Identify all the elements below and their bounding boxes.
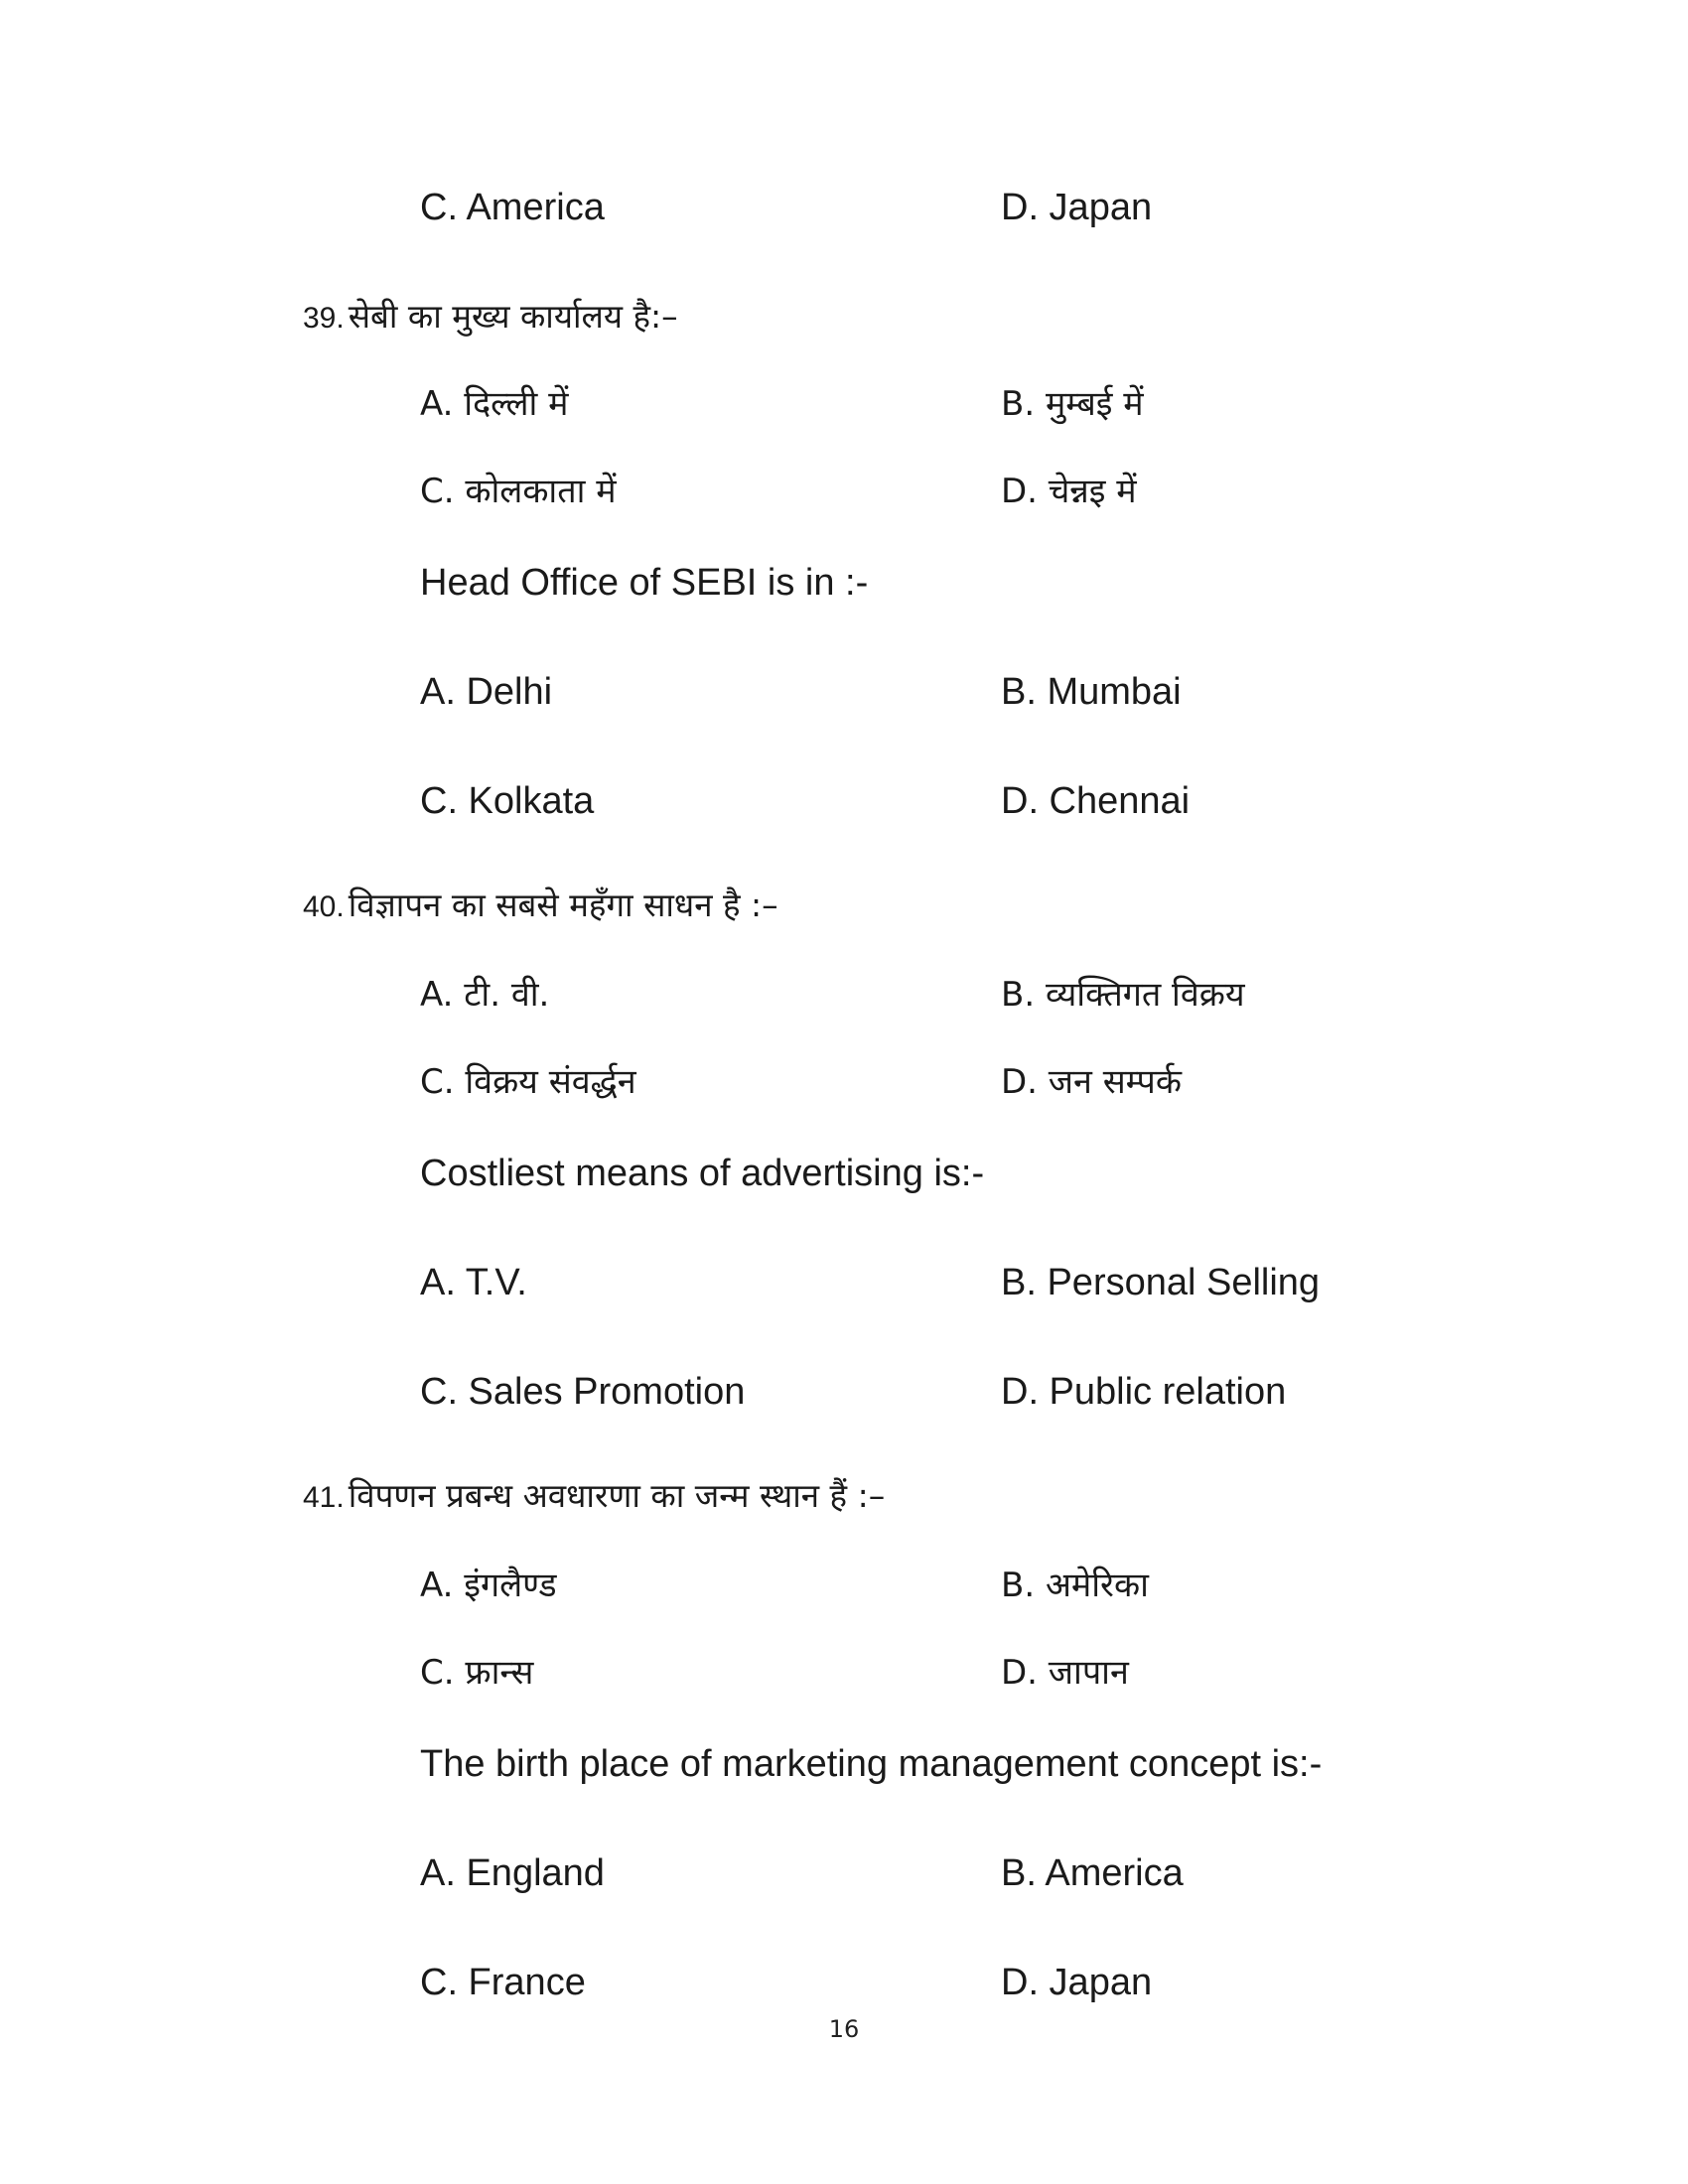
option-a: A. England [420,1852,605,1894]
option-c-hindi: C. फ्रान्स [420,1653,534,1693]
question-text-hindi: सेबी का मुख्य कार्यालय है:– [348,297,678,336]
option-d: D. Japan [1001,187,1153,228]
option-d: D. Chennai [1001,780,1191,822]
question-text-english: Costliest means of advertising is:- [420,1153,985,1194]
question-number: 39. [303,302,345,335]
question-39-hindi [303,297,678,336]
question-text-english: The birth place of marketing management concept is:- [420,1743,1323,1785]
option-b: B. Personal Selling [1001,1262,1321,1303]
option-b-hindi: B. मुम्बई में [1001,384,1144,424]
option-c: C. America [420,187,605,228]
question-text-english: Head Office of SEBI is in :- [420,562,869,604]
option-c: C. Kolkata [420,780,595,822]
option-b-hindi: B. व्यक्तिगत विक्रय [1001,975,1245,1015]
option-a: A. T.V. [420,1262,527,1303]
option-b-hindi: B. अमेरिका [1001,1566,1149,1605]
question-41-hindi [303,1476,886,1515]
question-text-hindi: विपणन प्रबन्ध अवधारणा का जन्म स्थान हैं :– [348,1476,886,1515]
option-b: B. America [1001,1852,1184,1894]
option-c: C. France [420,1962,586,2003]
option-d: D. Public relation [1001,1371,1287,1413]
option-c: C. Sales Promotion [420,1371,746,1413]
option-a-hindi: A. दिल्ली में [420,384,569,424]
option-d: D. Japan [1001,1962,1153,2003]
option-a: A. Delhi [420,671,553,713]
option-a-hindi: A. टी. वी. [420,975,550,1015]
option-b: B. Mumbai [1001,671,1182,713]
question-number: 40. [303,890,345,923]
option-d-hindi: D. जापान [1001,1653,1129,1693]
question-text-hindi: विज्ञापन का सबसे महँगा साधन है :– [348,886,778,924]
option-d-hindi: D. चेन्नइ में [1001,472,1137,511]
question-number: 41. [303,1481,345,1514]
question-40-hindi [303,888,778,922]
option-d-hindi: D. जन सम्पर्क [1001,1062,1182,1102]
option-a-hindi: A. इंगलैण्ड [420,1566,557,1605]
option-c-hindi: C. कोलकाता में [420,472,617,511]
option-c-hindi: C. विक्रय संवर्द्धन [420,1062,636,1102]
page-number: 16 [828,2015,860,2043]
